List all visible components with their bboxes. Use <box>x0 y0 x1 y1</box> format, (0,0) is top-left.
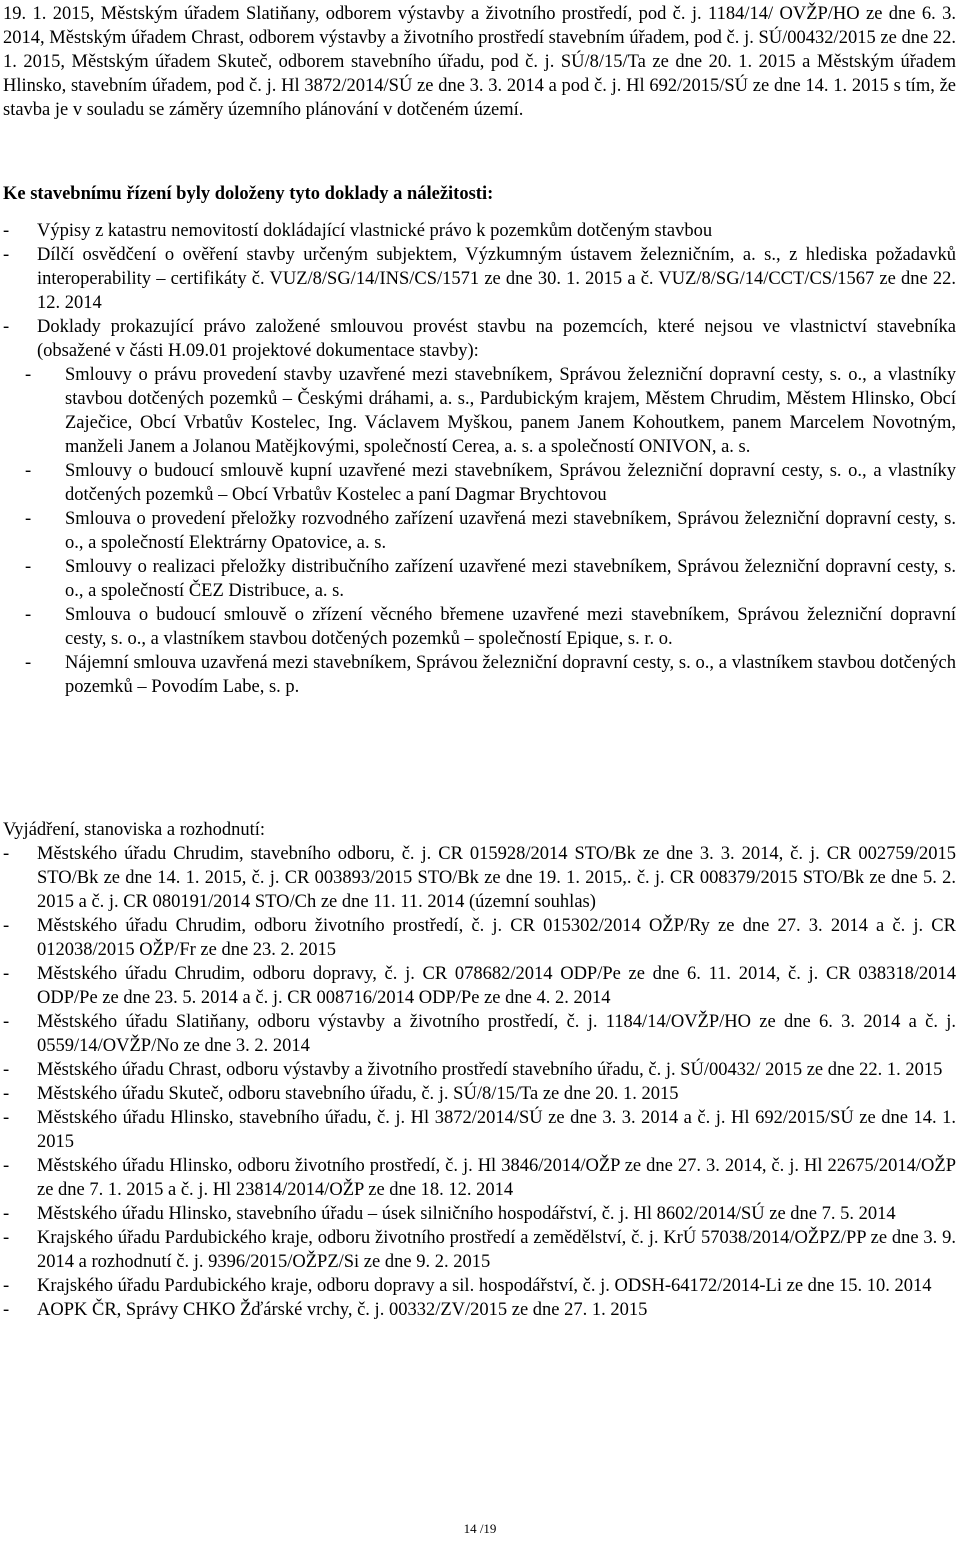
list-item <box>3 842 956 914</box>
list-bullet: - <box>25 557 32 577</box>
doklady-heading: Ke stavebnímu řízení byly doloženy tyto doklady a náležitosti: <box>3 184 494 204</box>
list-item-text: Dílčí osvědčení o ověření stavby určeným subjektem, Výzkumným ústavem železničním, a. s., z hlediska požadavků interoperability – certifikáty č. VUZ/8/SG/14/INS/CS/1571 ze dne 30. 1. 2015 a č. VUZ/8/SG/14/CCT/CS/1567 ze dne 22. 12. 2014 <box>37 245 956 313</box>
list-item-text: Městského úřadu Chrudim, odboru dopravy, č. j. CR 078682/2014 ODP/Pe ze dne 6. 11. 2014, č. j. CR 038318/2014 ODP/Pe ze dne 23. 5. 2014 a č. j. CR 008716/2014 ODP/Pe ze dne 4. 2. 2014 <box>37 964 956 1008</box>
list-item <box>3 1154 956 1202</box>
list-item-text: Městského úřadu Hlinsko, odboru životního prostředí, č. j. Hl 3846/2014/OŽP ze dne 27. 3. 2014, č. j. Hl 22675/2014/OŽP ze dne 7. 1. 2015 a č. j. Hl 23814/2014/OŽP ze dne 18. 12. 2014 <box>37 1156 956 1200</box>
list-item-text: Výpisy z katastru nemovitostí dokládající vlastnické právo k pozemkům dotčeným stavbou <box>37 221 713 241</box>
list-item <box>3 243 956 315</box>
page-number: 14 /19 <box>463 1521 497 1536</box>
list-item <box>3 1010 956 1058</box>
list-item-text: Městského úřadu Chrudim, stavebního odboru, č. j. CR 015928/2014 STO/Bk ze dne 3. 3. 2014, č. j. CR 002759/2015 STO/Bk ze dne 14. 1. 2015, č. j. CR 003893/2015 STO/Bk ze dne 19. 1. 2015,. č. j. CR 008379/2015 STO/Bk ze dne 5. 2. 2015 a č. j. CR 080191/2014 STO/Ch ze dne 11. 11. 2014 (územní souhlas) <box>37 844 956 912</box>
intro-paragraph: 19. 1. 2015, Městským úřadem Slatiňany, odborem výstavby a životního prostředí, pod č. j. 1184/14/ OVŽP/HO ze dne 6. 3. 2014, Městským úřadem Chrast, odborem výstavby a životního prostředí stavebním úřadem, pod č. j. SÚ/00432/2015 ze dne 22. 1. 2015, Městským úřadem Skuteč, odborem stavebního úřadu, pod č. j. SÚ/8/15/Ta ze dne 20. 1. 2015 a Městským úřadem Hlinsko, stavebním úřadem, pod č. j. Hl 3872/2014/SÚ ze dne 3. 3. 2014 a pod č. j. Hl 692/2015/SÚ ze dne 14. 1. 2015 s tím, že stavba je v souladu se záměry územního plánování v dotčeném území. <box>3 4 956 120</box>
list-item <box>3 1298 956 1322</box>
smlouvy-sublist <box>0 363 956 699</box>
list-bullet: - <box>25 365 32 385</box>
list-bullet: - <box>3 1204 10 1224</box>
list-item-text: AOPK ČR, Správy CHKO Žďárské vrchy, č. j. 00332/ZV/2015 ze dne 27. 1. 2015 <box>37 1300 648 1320</box>
list-item <box>3 1274 956 1298</box>
list-item <box>3 1106 956 1154</box>
sublist-item <box>0 507 956 555</box>
vyjadreni-heading: Vyjádření, stanoviska a rozhodnutí: <box>3 820 266 840</box>
sublist-item <box>0 651 956 699</box>
list-bullet: - <box>25 509 32 529</box>
sublist-item <box>0 555 956 603</box>
list-item-text: Městského úřadu Slatiňany, odboru výstavby a životního prostředí, č. j. 1184/14/OVŽP/HO ze dne 6. 3. 2014 a č. j. 0559/14/OVŽP/No ze dne 3. 2. 2014 <box>37 1012 956 1056</box>
list-item-text: Smlouvy o realizaci přeložky distribučního zařízení uzavřené mezi stavebníkem, Správou železniční dopravní cesty, s. o., a společností ČEZ Distribuce, a. s. <box>65 557 956 601</box>
list-item <box>3 1082 956 1106</box>
list-bullet: - <box>3 1276 10 1296</box>
list-item <box>3 315 956 363</box>
list-item-text: Městského úřadu Hlinsko, stavebního úřadu – úsek silničního hospodářství, č. j. Hl 8602/2014/SÚ ze dne 7. 5. 2014 <box>37 1204 896 1224</box>
sublist-item <box>0 603 956 651</box>
list-item-text: Městského úřadu Chrudim, odboru životního prostředí, č. j. CR 015302/2014 OŽP/Ry ze dne 27. 3. 2014 a č. j. CR 012038/2015 OŽP/Fr ze dne 23. 2. 2015 <box>37 916 956 960</box>
list-item <box>3 962 956 1010</box>
sublist-item <box>0 459 956 507</box>
list-item <box>3 914 956 962</box>
list-item <box>3 1226 956 1274</box>
list-item-text: Městského úřadu Chrast, odboru výstavby a životního prostředí stavebního úřadu, č. j. SÚ/00432/ 2015 ze dne 22. 1. 2015 <box>37 1060 943 1080</box>
list-item-text: Smlouva o provedení přeložky rozvodného zařízení uzavřená mezi stavebníkem, Správou železniční dopravní cesty, s. o., a společností Elektrárny Opatovice, a. s. <box>65 509 956 553</box>
list-item-text: Městského úřadu Hlinsko, stavebního úřadu, č. j. Hl 3872/2014/SÚ ze dne 3. 3. 2014 a č. j. Hl 692/2015/SÚ ze dne 14. 1. 2015 <box>37 1108 956 1152</box>
list-item-text: Doklady prokazující právo založené smlouvou provést stavbu na pozemcích, které nejsou ve vlastnictví stavebníka (obsažené v části H.09.01 projektové dokumentace stavby): <box>37 317 956 361</box>
list-item <box>3 219 956 243</box>
vyjadreni-list <box>3 842 956 1322</box>
list-bullet: - <box>3 245 10 265</box>
list-item-text: Smlouvy o budoucí smlouvě kupní uzavřené mezi stavebníkem, Správou železniční dopravní cesty, s. o., a vlastníky dotčených pozemků – Obcí Vrbatův Kostelec a paní Dagmar Brychtovou <box>65 461 956 505</box>
sublist-item <box>0 363 956 459</box>
list-item-text: Krajského úřadu Pardubického kraje, odboru životního prostředí a zemědělství, č. j. KrÚ 57038/2014/OŽPZ/PP ze dne 3. 9. 2014 a rozhodnutí č. j. 9396/2015/OŽPZ/Si ze dne 9. 2. 2015 <box>37 1228 956 1272</box>
list-item-text: Smlouva o budoucí smlouvě o zřízení věcného břemene uzavřené mezi stavebníkem, Správou železniční dopravní cesty, s. o., a vlastníkem stavbou dotčených pozemků – společností Epique, s. r. o. <box>65 605 956 649</box>
list-item-text: Městského úřadu Skuteč, odboru stavebního úřadu, č. j. SÚ/8/15/Ta ze dne 20. 1. 2015 <box>37 1084 679 1104</box>
list-bullet: - <box>3 916 10 936</box>
list-bullet: - <box>3 317 10 337</box>
list-bullet: - <box>3 964 10 984</box>
list-item-text: Smlouvy o právu provedení stavby uzavřené mezi stavebníkem, Správou železniční dopravní cesty, s. o., a vlastníky stavbou dotčených pozemků – Českými dráhami, a. s., Pardubickým krajem, Městem Chrudim, Městem Hlinsko, Obcí Zaječice, Obcí Vrbatův Kostelec, Ing. Václavem Myškou, panem Janem Kohoutkem, panem Marcelem Novotným, manželi Janem a Jolanou Matějkovými, společností Cerea, a. s. a společností ONIVON, a. s. <box>65 365 956 457</box>
list-bullet: - <box>3 1084 10 1104</box>
list-bullet: - <box>3 221 10 241</box>
doklady-list <box>3 219 956 699</box>
list-bullet: - <box>3 1060 10 1080</box>
list-bullet: - <box>25 653 32 673</box>
list-item-text: Nájemní smlouva uzavřená mezi stavebníkem, Správou železniční dopravní cesty, s. o., a vlastníkem stavbou dotčených pozemků – Povodím Labe, s. p. <box>65 653 956 697</box>
list-item-text: Krajského úřadu Pardubického kraje, odboru dopravy a sil. hospodářství, č. j. ODSH-64172/2014-Li ze dne 15. 10. 2014 <box>37 1276 932 1296</box>
list-bullet: - <box>3 1012 10 1032</box>
list-bullet: - <box>3 1228 10 1248</box>
list-bullet: - <box>3 844 10 864</box>
list-bullet: - <box>3 1108 10 1128</box>
list-bullet: - <box>3 1156 10 1176</box>
list-bullet: - <box>25 605 32 625</box>
list-item <box>3 1202 956 1226</box>
list-item <box>3 1058 956 1082</box>
list-bullet: - <box>3 1300 10 1320</box>
list-bullet: - <box>25 461 32 481</box>
